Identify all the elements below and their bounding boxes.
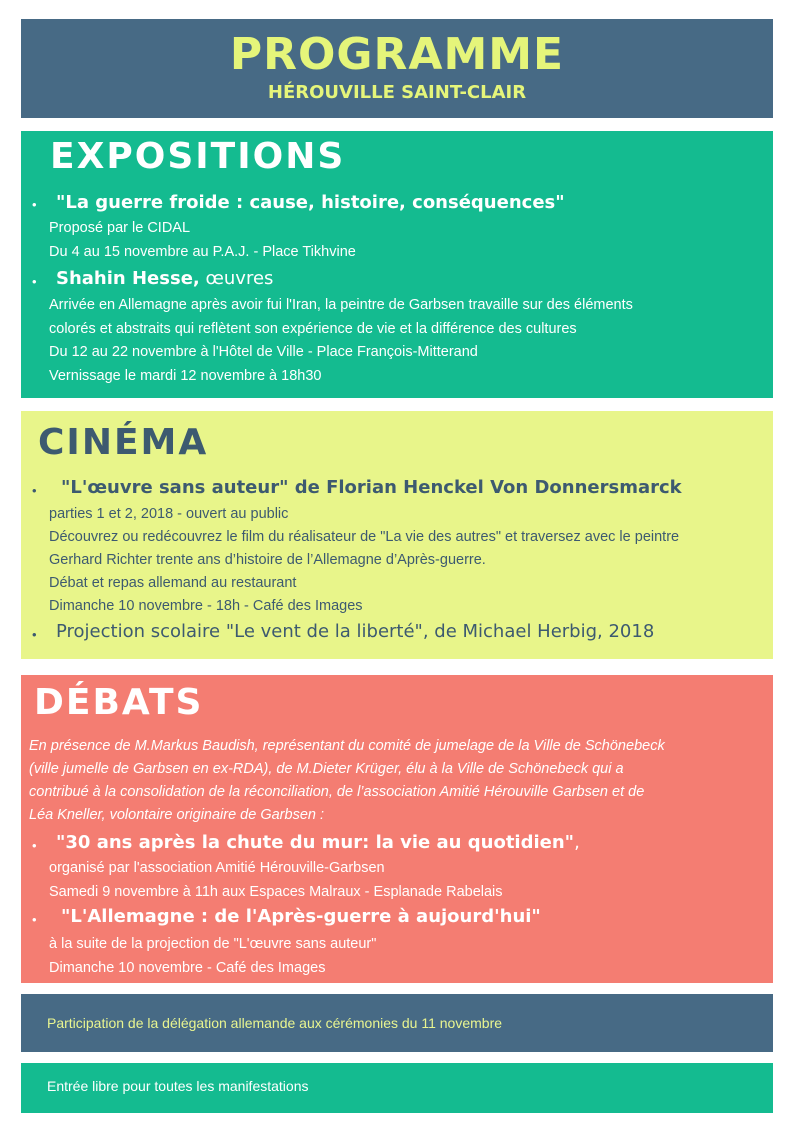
item-line: Du 12 au 22 novembre à l'Hôtel de Ville - Place François-Mitterand: [49, 344, 478, 360]
intro-line: Léa Kneller, volontaire originaire de Garbsen :: [29, 807, 325, 823]
bullet-icon: •: [32, 197, 37, 212]
bullet-icon: •: [32, 627, 37, 642]
item-line: Arrivée en Allemagne après avoir fui l'Iran, la peintre de Garbsen travaille sur des éléments: [49, 297, 633, 313]
bullet-icon: •: [32, 838, 37, 853]
entry-text: Entrée libre pour toutes les manifestations: [47, 1078, 309, 1094]
section-heading: EXPOSITIONS: [50, 136, 346, 177]
item-line: Gerhard Richter trente ans d’histoire de l’Allemagne d’Après-guerre.: [49, 552, 486, 568]
item-title: "La guerre froide : cause, histoire, conséquences": [56, 192, 565, 213]
item-line: parties 1 et 2, 2018 - ouvert au public: [49, 506, 289, 522]
section-expositions: [21, 131, 773, 398]
item-line: Proposé par le CIDAL: [49, 220, 191, 236]
delegation-banner: [21, 994, 773, 1052]
bullet-icon: •: [32, 274, 37, 289]
delegation-text: Participation de la délégation allemande aux cérémonies du 11 novembre: [47, 1015, 503, 1031]
artist-name: Shahin Hesse,: [56, 268, 200, 289]
artist-suffix: œuvres: [199, 268, 274, 289]
item-line: Découvrez ou redécouvrez le film du réalisateur de "La vie des autres" et traversez avec le peintre: [49, 529, 680, 545]
section-heading: CINÉMA: [38, 422, 209, 463]
item-title: [56, 268, 273, 290]
debate-title: "30 ans après la chute du mur: la vie au quotidien": [56, 832, 575, 853]
item-line: colorés et abstraits qui reflètent son expérience de vie et la différence des cultures: [49, 321, 577, 337]
item-line: Débat et repas allemand au restaurant: [49, 575, 297, 591]
intro-line: (ville jumelle de Garbsen en ex-RDA), de M.Dieter Krüger, élu à la Ville de Schönebeck qui a: [29, 761, 624, 777]
bullet-icon: •: [32, 483, 37, 498]
header-banner: [21, 19, 773, 118]
entry-banner: [21, 1063, 773, 1113]
intro-line: contribué à la consolidation de la réconciliation, de l’association Amitié Hérouville Garbsen et de: [29, 784, 645, 800]
item-line: Vernissage le mardi 12 novembre à 18h30: [49, 368, 322, 384]
section-debats: [21, 675, 773, 983]
intro-line: En présence de M.Markus Baudish, représentant du comité de jumelage de la Ville de Schönebeck: [29, 738, 665, 754]
item-title: [56, 832, 580, 854]
item-line: organisé par l'association Amitié Hérouville-Garbsen: [49, 860, 385, 876]
page-title: PROGRAMME: [229, 29, 565, 80]
item-title: Projection scolaire "Le vent de la liberté", de Michael Herbig, 2018: [56, 621, 655, 642]
item-line: Dimanche 10 novembre - Café des Images: [49, 960, 326, 976]
item-line: Du 4 au 15 novembre au P.A.J. - Place Tikhvine: [49, 244, 356, 260]
item-title: "L'Allemagne : de l'Après-guerre à aujourd'hui": [61, 906, 541, 927]
section-cinema: [21, 411, 773, 659]
item-line: Samedi 9 novembre à 11h aux Espaces Malraux - Esplanade Rabelais: [49, 884, 503, 900]
page-subtitle: HÉROUVILLE SAINT-CLAIR: [267, 82, 527, 103]
item-title: "L'œuvre sans auteur" de Florian Henckel Von Donnersmarck: [61, 477, 682, 498]
debate-title-suffix: ,: [574, 832, 580, 853]
section-heading: DÉBATS: [34, 682, 204, 723]
item-line: à la suite de la projection de "L'œuvre sans auteur": [49, 936, 377, 952]
item-line: Dimanche 10 novembre - 18h - Café des Images: [49, 598, 363, 614]
bullet-icon: •: [32, 912, 37, 927]
